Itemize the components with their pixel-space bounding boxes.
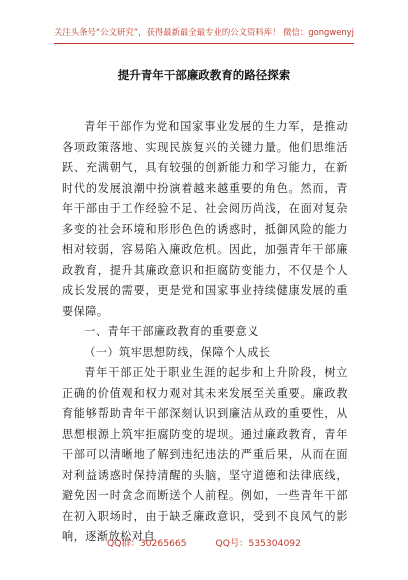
body-paragraph: 青年干部正处于职业生涯的起步和上升阶段，树立正确的价值观和权力观对其未来发展至关重要。廉政教育能够帮助青年干部深刻认识到廉洁从政的重要性，从思想根源上筑牢拒腐防变的堤坝。通过廉政教育，青年干部可以清晰地了解到违纪违法的严重后果，从而在面对利益诱惑时保持清醒的头脑，坚守道德和法律底线，避免因一时贪念而断送个人前程。例如，一些青年干部在初入职场时，由于缺乏廉政意识，受到不良风气的影响，逐渐放松对自 <box>62 366 348 543</box>
header-banner: 关注头条号“公文研究”，获得最新最全最专业的公文资料库！ 微信：gongwenyj <box>54 27 354 37</box>
intro-paragraph: 青年干部作为党和国家事业发展的生力军，是推动各项政策落地、实现民族复兴的关键力量。他们思维活跃、充满朝气，具有较强的创新能力和学习能力，在新时代的发展浪潮中扮演着越来越重要的角色。然而，青年干部由于工作经验不足、社会阅历尚浅，在面对复杂多变的社会环境和形形色色的诱惑时，抵御风险的能力相对较弱，容易陷入廉政危机。因此，加强青年干部廉政教育，提升其廉政意识和拒腐防变能力，不仅是个人成长发展的需要，更是党和国家事业持续健康发展的重要保障。 <box>62 120 348 318</box>
subsection-heading: （一）筑牢思想防线，保障个人成长 <box>84 345 271 359</box>
footer-contact <box>0 535 408 549</box>
footer-qq-group: QQ群：30265665 <box>107 538 187 549</box>
header-divider <box>54 43 354 44</box>
section-heading: 一、青年干部廉政教育的重要意义 <box>84 325 259 338</box>
document-body <box>62 117 348 548</box>
document-title: 提升青年干部廉政教育的路径探索 <box>117 68 291 82</box>
footer-qq-number: QQ号：535304092 <box>215 538 301 549</box>
